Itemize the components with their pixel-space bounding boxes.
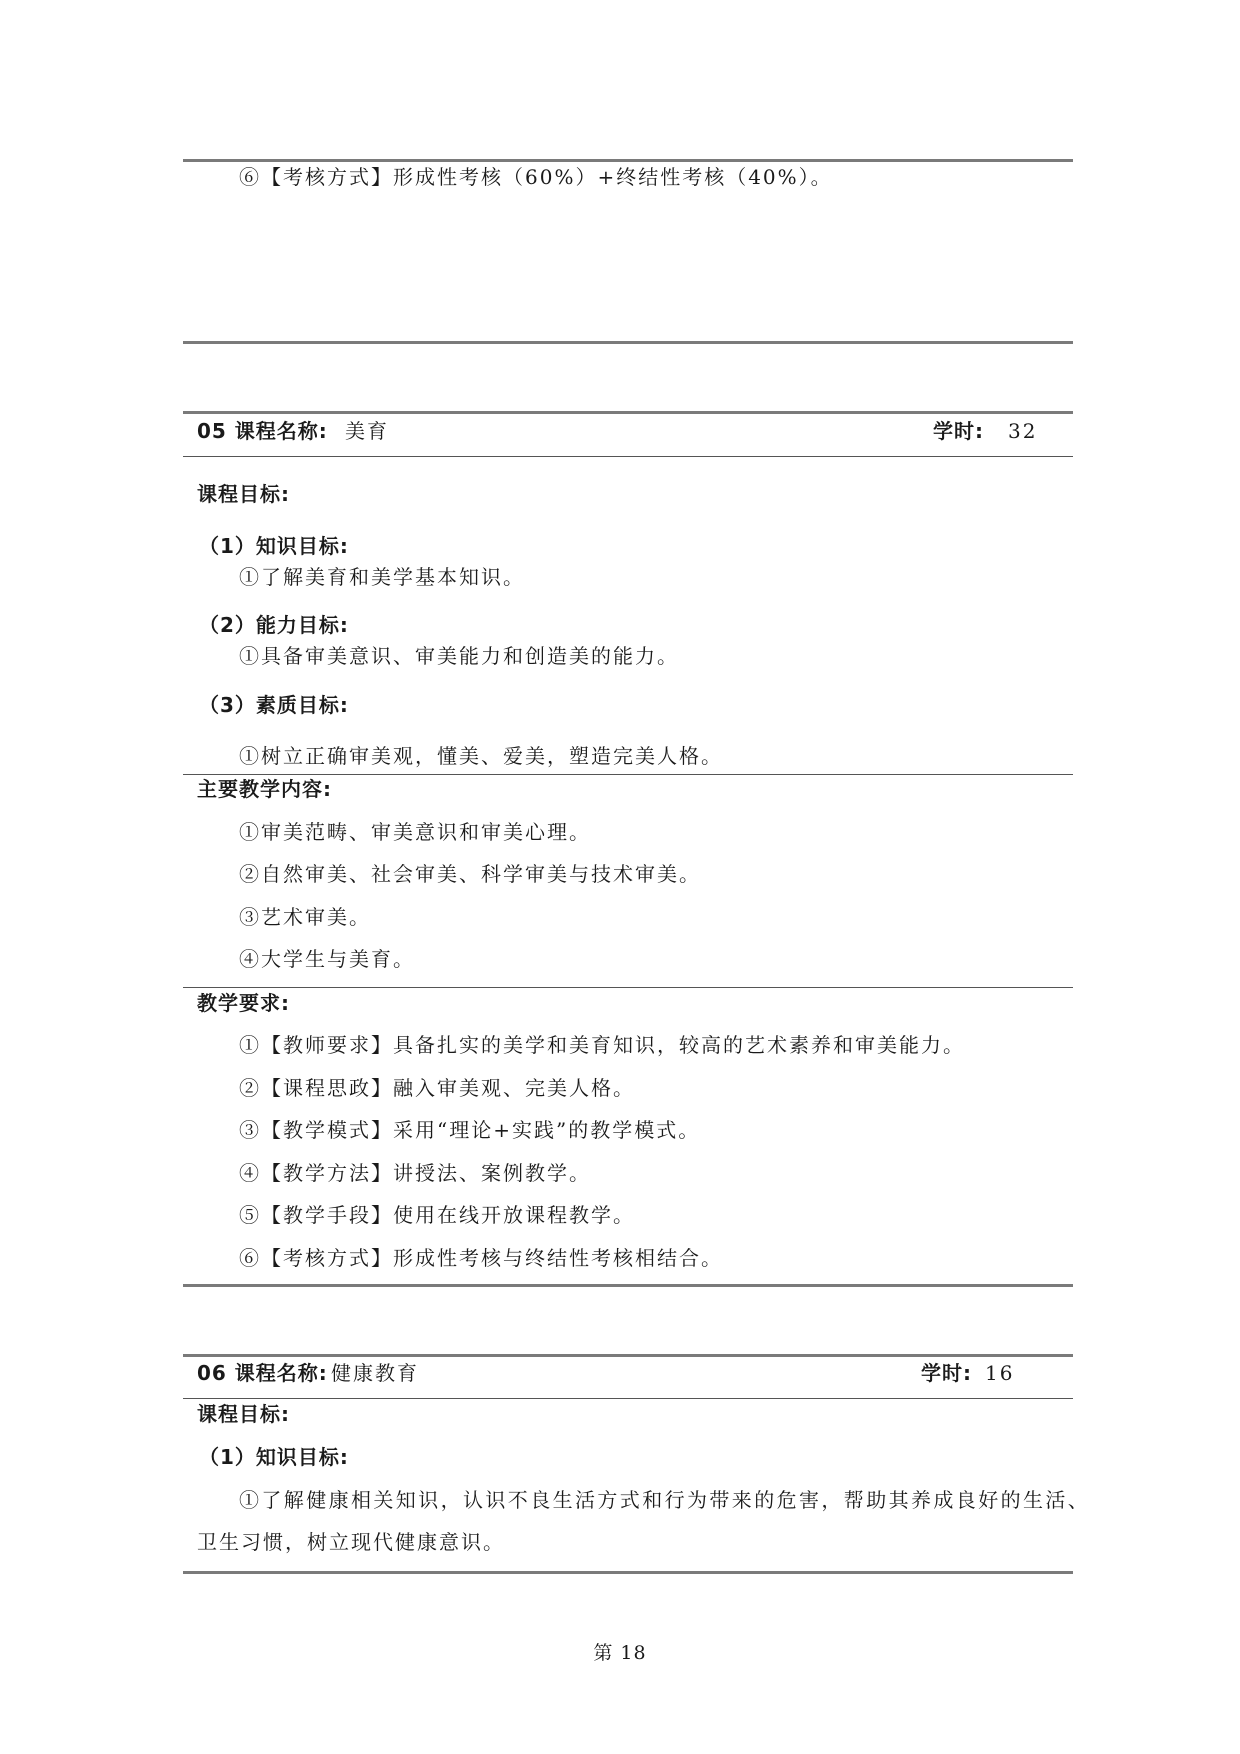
- course06-goals-label: 课程目标:: [197, 1402, 290, 1426]
- course06-name: 健康教育: [331, 1361, 419, 1385]
- course05-goals-divider: [183, 774, 1073, 775]
- list-item: ②自然审美、社会审美、科学审美与技术审美。: [239, 862, 701, 886]
- course06-top-border: [183, 1354, 1073, 1357]
- course05-name-label: 05 课程名称:: [197, 419, 328, 443]
- list-item: ④大学生与美育。: [239, 947, 415, 971]
- course05-hours: 32: [1008, 419, 1038, 443]
- table-bottom-border: [183, 341, 1073, 344]
- course06-knowledge-item-line2: 卫生习惯，树立现代健康意识。: [197, 1530, 505, 1554]
- course05-goals-label: 课程目标:: [197, 482, 290, 506]
- list-item: ③艺术审美。: [239, 905, 371, 929]
- course05-knowledge-label: （1）知识目标:: [199, 534, 349, 558]
- course06-knowledge-item-line1: ①了解健康相关知识，认识不良生活方式和行为带来的危害，帮助其养成良好的生活、: [239, 1488, 1091, 1512]
- list-item: ③【教学模式】采用“理论+实践”的教学模式。: [239, 1118, 701, 1142]
- list-item: ①审美范畴、审美意识和审美心理。: [239, 820, 591, 844]
- course05-top-border: [183, 411, 1073, 414]
- course05-ability-label: （2）能力目标:: [199, 613, 349, 637]
- assessment-method-item: ⑥【考核方式】形成性考核（60%）+终结性考核（40%）。: [239, 165, 833, 189]
- course05-quality-label: （3）素质目标:: [199, 693, 349, 717]
- course06-name-label: 06 课程名称:: [197, 1361, 328, 1385]
- course05-content-divider: [183, 987, 1073, 988]
- course06-hours: 16: [985, 1361, 1015, 1385]
- course06-header-divider: [183, 1398, 1073, 1399]
- course06-hours-label: 学时:: [921, 1361, 972, 1385]
- page-number: 第 18: [593, 1642, 647, 1664]
- list-item: ④【教学方法】讲授法、案例教学。: [239, 1161, 591, 1185]
- list-item: ①【教师要求】具备扎实的美学和美育知识，较高的艺术素养和审美能力。: [239, 1033, 965, 1057]
- course05-hours-label: 学时:: [933, 419, 984, 443]
- course05-ability-item: ①具备审美意识、审美能力和创造美的能力。: [239, 644, 679, 668]
- course05-content-label: 主要教学内容:: [197, 777, 332, 801]
- course05-name: 美育: [345, 419, 389, 443]
- course05-requirements-label: 教学要求:: [197, 991, 290, 1015]
- course05-bottom-border: [183, 1284, 1073, 1287]
- course05-header-divider: [183, 456, 1073, 457]
- course06-knowledge-label: （1）知识目标:: [199, 1445, 349, 1469]
- table-top-border: [183, 159, 1073, 162]
- list-item: ②【课程思政】融入审美观、完美人格。: [239, 1076, 635, 1100]
- list-item: ⑥【考核方式】形成性考核与终结性考核相结合。: [239, 1246, 723, 1270]
- course06-bottom-border: [183, 1571, 1073, 1574]
- course05-quality-item: ①树立正确审美观，懂美、爱美，塑造完美人格。: [239, 744, 723, 768]
- list-item: ⑤【教学手段】使用在线开放课程教学。: [239, 1203, 635, 1227]
- course05-knowledge-item: ①了解美育和美学基本知识。: [239, 565, 525, 589]
